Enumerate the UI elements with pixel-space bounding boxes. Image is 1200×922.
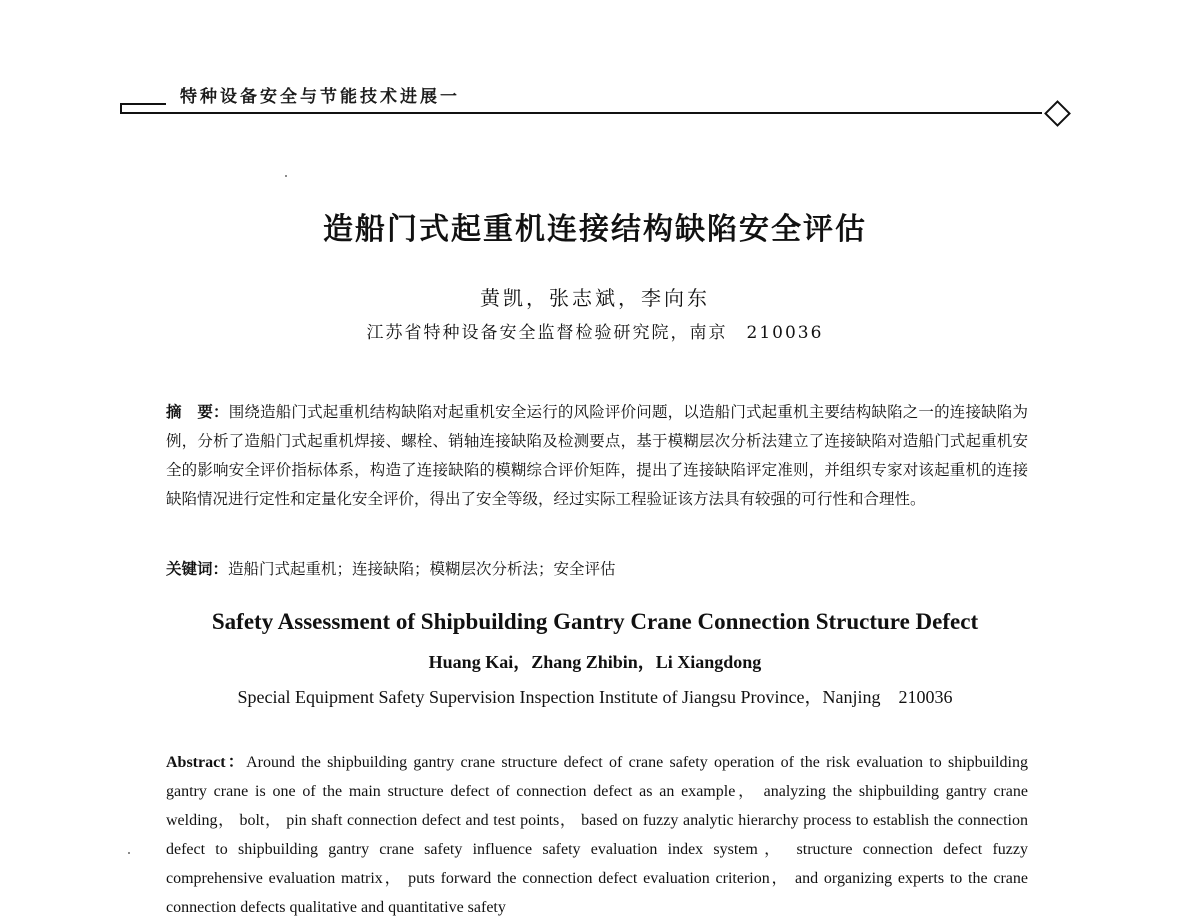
abstract-cn xyxy=(166,397,1028,514)
abstract-en xyxy=(166,748,1028,922)
keywords-cn xyxy=(166,554,1028,584)
authors-en: Huang Kai，Zhang Zhibin，Li Xiangdong xyxy=(428,652,762,672)
header-diamond-icon xyxy=(1044,100,1071,127)
abstract-cn-text: 围绕造船门式起重机结构缺陷对起重机安全运行的风险评价问题，以造船门式起重机主要结构缺陷之一的连接缺陷为例，分析了造船门式起重机焊接、螺栓、销轴连接缺陷及检测要点，基于模糊层次分析法建立了连接缺陷对造船门式起重机安全的影响安全评价指标体系，构造了连接缺陷的模糊综合评价矩阵，提出了连接缺陷评定准则，并组织专家对该起重机的连接缺陷情况进行定性和定量化安全评价，得出了安全等级，经过实际工程验证该方法具有较强的可行性和合理性。 xyxy=(166,403,1028,508)
abstract-cn-label: 摘 要： xyxy=(166,402,229,421)
abstract-en-label: Abstract： xyxy=(166,754,247,771)
scan-speck xyxy=(128,852,130,854)
keywords-cn-label: 关键词： xyxy=(166,559,229,578)
abstract-en-text: Around the shipbuilding gantry crane structure defect of crane safety operation of the risk evaluation to shipbuilding gantry crane is one of the main structure defect of connection defect as an example， analyzing the shipbuilding gantry crane welding， bolt， pin shaft connection defect and test points， based on fuzzy analytic hierarchy process to establish the connection defect to shipbuilding gantry crane safety influence safety evaluation index system， structure connection defect fuzzy comprehensive evaluation matrix， puts forward the connection defect evaluation criterion， and organizing experts to the crane connection defects qualitative and quantitative safety xyxy=(166,754,1028,916)
scan-speck xyxy=(285,175,287,177)
header-rule xyxy=(120,112,1042,114)
authors-cn: 黄凯，张志斌，李向东 xyxy=(480,286,710,310)
paper-title-en: Safety Assessment of Shipbuilding Gantry Crane Connection Structure Defect xyxy=(211,609,979,634)
affiliation-cn: 江苏省特种设备安全监督检验研究院，南京 210036 xyxy=(366,323,824,343)
paper-title-cn: 造船门式起重机连接结构缺陷安全评估 xyxy=(323,212,867,247)
affiliation-en: Special Equipment Safety Supervision Inspection Institute of Jiangsu Province，Nanjing 210036 xyxy=(237,687,953,707)
running-header-title: 特种设备安全与节能技术进展一 xyxy=(180,87,460,107)
keywords-cn-text: 造船门式起重机；连接缺陷；模糊层次分析法；安全评估 xyxy=(228,560,616,578)
